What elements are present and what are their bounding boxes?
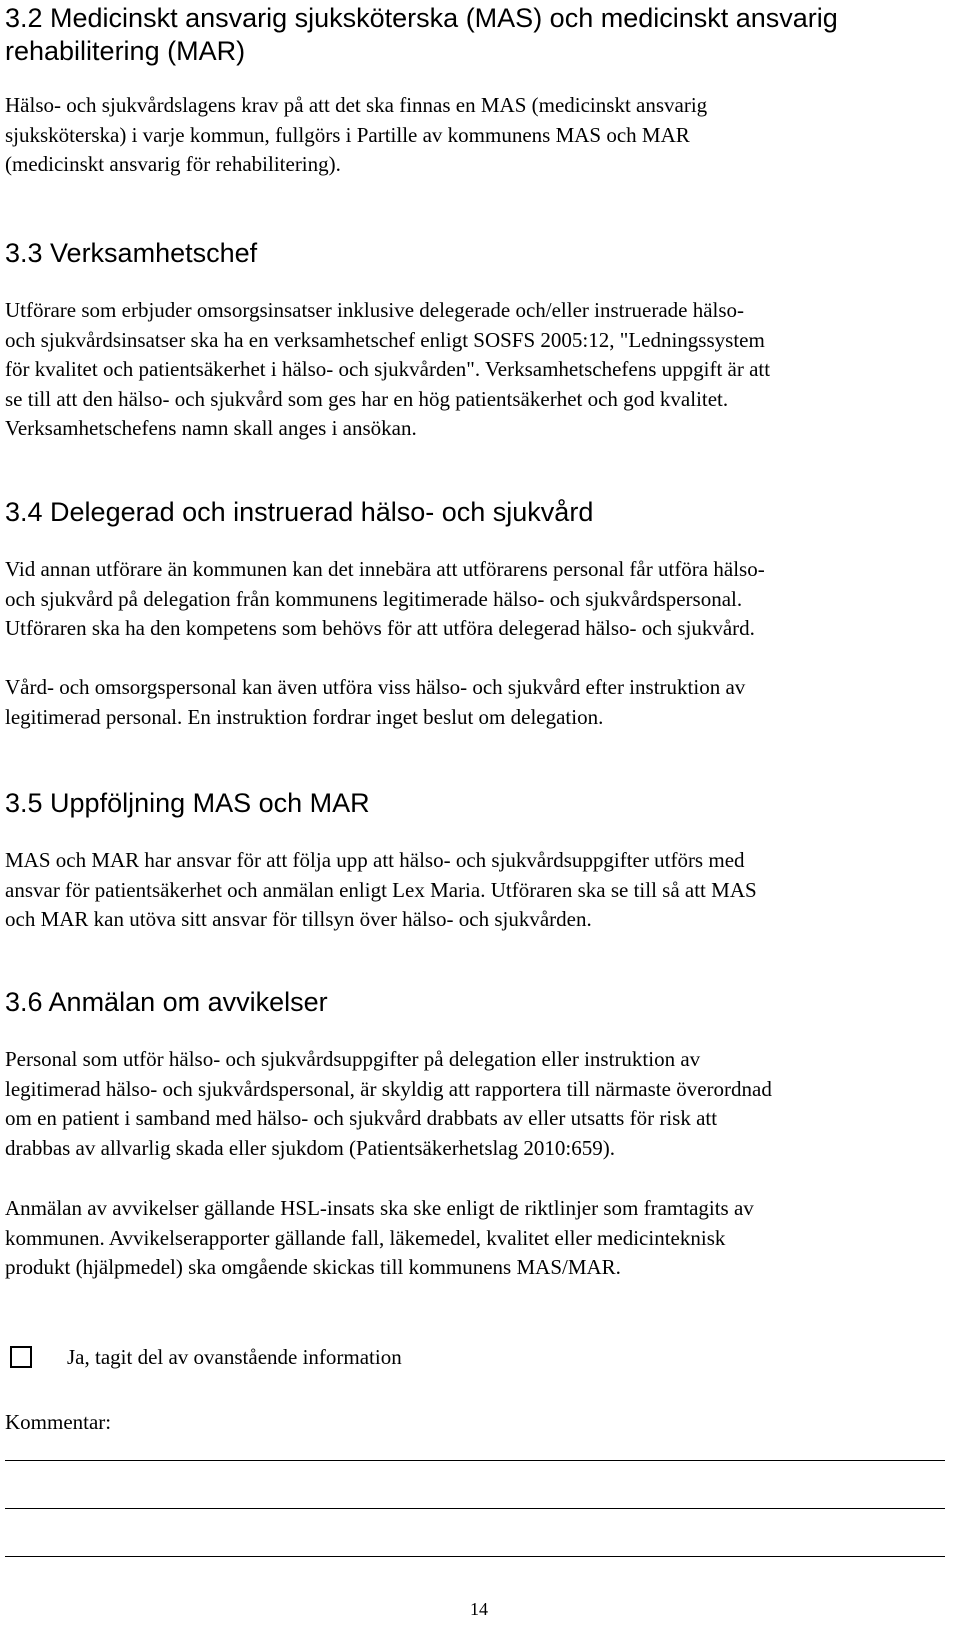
- heading-line: 3.6 Anmälan om avvikelser: [5, 987, 328, 1017]
- section-heading-3-5: [5, 787, 370, 820]
- text-line: sjuksköterska) i varje kommun, fullgörs i Partille av kommunens MAS och MAR: [5, 122, 690, 147]
- section-heading-3-3: [5, 237, 257, 270]
- text-line: Vid annan utförare än kommunen kan det innebära att utförarens personal får utföra hälso-: [5, 557, 765, 581]
- text-line: Verksamhetschefens namn skall anges i ansökan.: [5, 416, 417, 440]
- text-line: Anmälan av avvikelser gällande HSL-insats ska ske enligt de riktlinjer som framtagits av: [5, 1196, 754, 1220]
- text-line: Vård- och omsorgspersonal kan även utföra viss hälso- och sjukvård efter instruktion av: [5, 675, 746, 699]
- heading-line: rehabilitering (MAR): [5, 36, 246, 66]
- acknowledge-label: Ja, tagit del av ovanstående information: [67, 1345, 402, 1369]
- text-line: och sjukvård på delegation från kommunens legitimerade hälso- och sjukvårdspersonal.: [5, 586, 743, 611]
- text-line: drabbas av allvarlig skada eller sjukdom (Patientsäkerhetslag 2010:659).: [5, 1135, 615, 1160]
- text-line: legitimerad hälso- och sjukvårdspersonal, är skyldig att rapportera till närmaste överordnad: [5, 1076, 772, 1101]
- comment-line-3[interactable]: [5, 1556, 945, 1557]
- paragraph: [5, 555, 765, 644]
- text-line: se till att den hälso- och sjukvård som ges har en hög patientsäkerhet och god kvalitet.: [5, 386, 729, 411]
- page-number: 14: [470, 1599, 488, 1619]
- text-line: och MAR kan utöva sitt ansvar för tillsyn över hälso- och sjukvården.: [5, 907, 592, 931]
- paragraph: [5, 91, 707, 180]
- text-line: ansvar för patientsäkerhet och anmälan enligt Lex Maria. Utföraren ska se till så att MAS: [5, 877, 757, 902]
- section-heading-3-6: [5, 986, 328, 1019]
- heading-line: 3.4 Delegerad och instruerad hälso- och sjukvård: [5, 497, 594, 527]
- text-line: Utföraren ska ha den kompetens som behövs för att utföra delegerad hälso- och sjukvård.: [5, 616, 755, 640]
- heading-line: 3.3 Verksamhetschef: [5, 238, 258, 268]
- text-line: Hälso- och sjukvårdslagens krav på att det ska finnas en MAS (medicinskt ansvarig: [5, 93, 708, 117]
- heading-line: 3.2 Medicinskt ansvarig sjuksköterska (MAS) och medicinskt ansvarig: [5, 3, 838, 33]
- comment-line-2[interactable]: [5, 1508, 945, 1509]
- text-line: om en patient i samband med hälso- och sjukvård drabbats av eller utsatts för risk att: [5, 1106, 718, 1130]
- text-line: MAS och MAR har ansvar för att följa upp att hälso- och sjukvårdsuppgifter utförs med: [5, 848, 745, 872]
- text-line: kommunen. Avvikelserapporter gällande fall, läkemedel, kvalitet eller medicinteknisk: [5, 1225, 726, 1250]
- acknowledge-checkbox[interactable]: [10, 1346, 32, 1368]
- text-line: Utförare som erbjuder omsorgsinsatser inklusive delegerade och/eller instruerade hälso-: [5, 298, 745, 322]
- text-line: produkt (hjälpmedel) ska omgående skickas till kommunens MAS/MAR.: [5, 1255, 621, 1279]
- comment-line-1[interactable]: [5, 1460, 945, 1461]
- paragraph: [5, 846, 757, 935]
- paragraph: [5, 1045, 772, 1163]
- paragraph: [5, 296, 770, 444]
- text-line: legitimerad personal. En instruktion fordrar inget beslut om delegation.: [5, 704, 604, 729]
- comment-label: Kommentar:: [5, 1410, 112, 1434]
- section-heading-3-4: [5, 496, 593, 529]
- heading-line: 3.5 Uppföljning MAS och MAR: [5, 788, 370, 818]
- text-line: för kvalitet och patientsäkerhet i hälso- och sjukvården". Verksamhetschefens uppgift är att: [5, 357, 771, 381]
- paragraph: [5, 1194, 754, 1283]
- text-line: Personal som utför hälso- och sjukvårdsuppgifter på delegation eller instruktion av: [5, 1047, 701, 1071]
- text-line: och sjukvårdsinsatser ska ha en verksamhetschef enligt SOSFS 2005:12, "Ledningssystem: [5, 327, 765, 352]
- text-line: (medicinskt ansvarig för rehabilitering).: [5, 152, 341, 176]
- section-heading-3-2: [5, 2, 838, 68]
- paragraph: [5, 673, 745, 732]
